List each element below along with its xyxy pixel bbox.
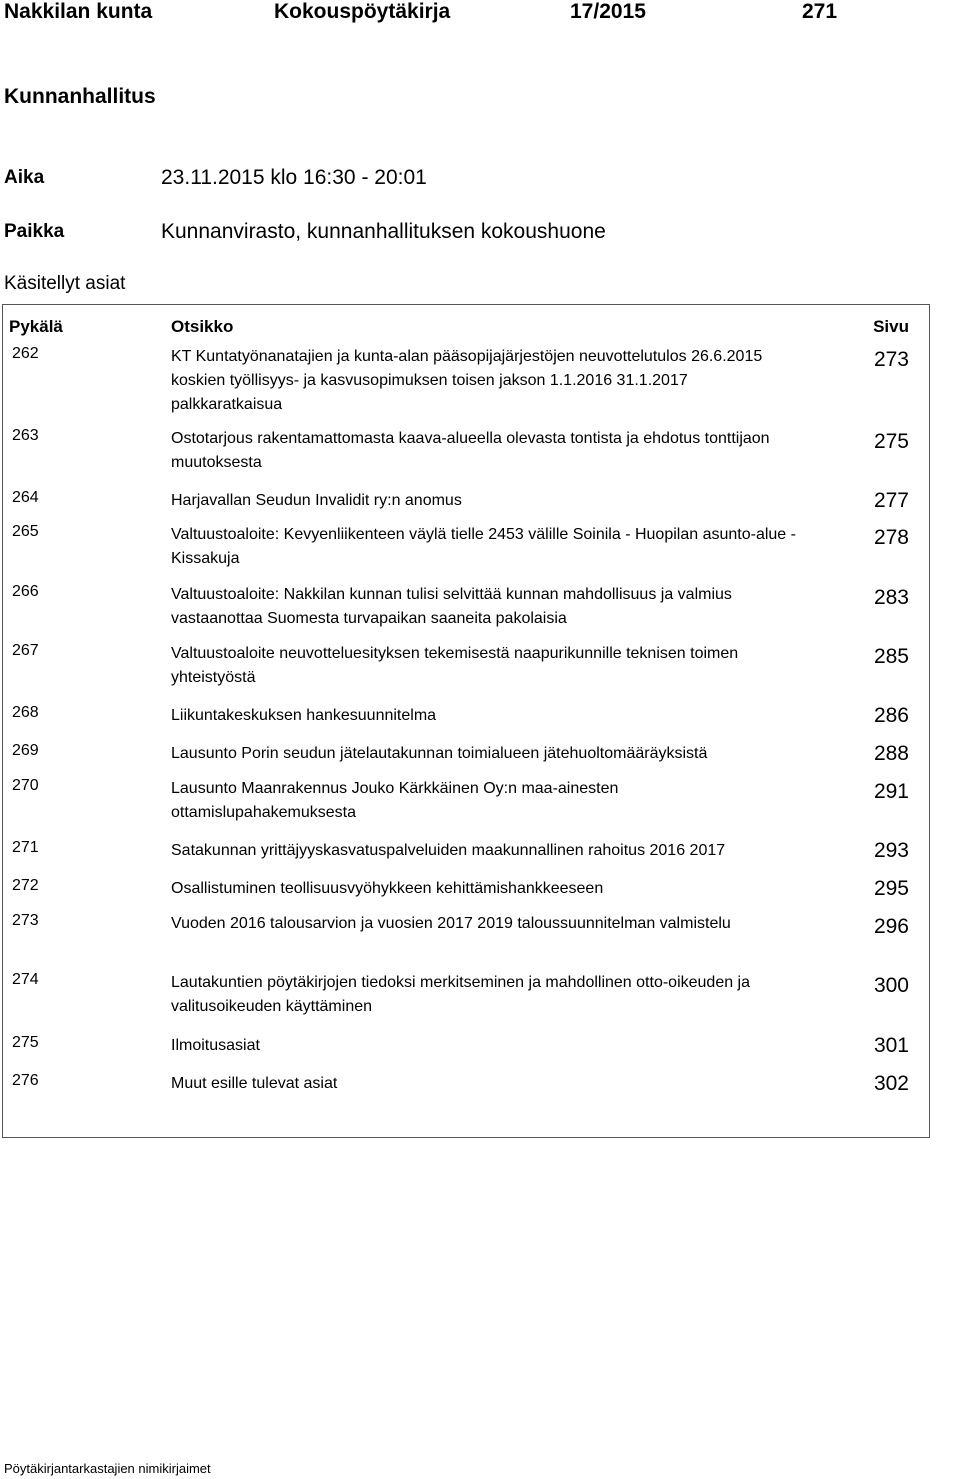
item-title: Ostotarjous rakentamattomasta kaava-alueella olevasta tontista ja ehdotus tonttijaon muutoksesta	[171, 430, 770, 471]
item-title: Valtuustoaloite: Kevyenliikenteen väylä tielle 2453 välille Soinila - Huopilan asunto-alue - Kissakuja	[171, 526, 796, 567]
page-number: 271	[802, 0, 838, 23]
section-number: 264	[12, 489, 39, 506]
item-page: 295	[873, 877, 909, 900]
column-header-title: Otsikko	[171, 317, 234, 336]
column-header-page: Sivu	[873, 317, 909, 336]
section-number: 276	[12, 1072, 39, 1089]
item-page: 301	[873, 1034, 909, 1057]
section-number: 269	[12, 742, 39, 759]
item-title: Muut esille tulevat asiat	[171, 1075, 338, 1092]
item-page: 286	[873, 704, 909, 727]
item-page: 275	[873, 430, 909, 453]
item-page: 291	[873, 780, 909, 803]
section-title: Käsitellyt asiat	[4, 273, 126, 294]
time-value: 23.11.2015 klo 16:30 - 20:01	[161, 166, 427, 189]
section-number: 270	[12, 777, 39, 794]
item-page: 278	[873, 526, 909, 549]
section-number: 273	[12, 912, 39, 929]
item-page: 277	[873, 489, 909, 512]
section-number: 271	[12, 839, 39, 856]
item-page: 288	[873, 742, 909, 765]
item-page: 273	[873, 348, 909, 371]
item-page: 296	[873, 915, 909, 938]
section-number: 267	[12, 642, 39, 659]
agenda-table	[2, 304, 930, 1138]
place-value: Kunnanvirasto, kunnanhallituksen kokoushuone	[161, 220, 606, 243]
item-title: Ilmoitusasiat	[171, 1037, 260, 1054]
organ-name: Kunnanhallitus	[4, 85, 156, 108]
item-page: 302	[873, 1072, 909, 1095]
item-title: KT Kuntatyönanatajien ja kunta-alan pääsopijajärjestöjen neuvottelutulos 26.6.2015 koskien työllisyys- ja kasvusopimuksen toisen jakson 1.1.2016 31.1.2017 palkkaratkaisua	[171, 348, 763, 413]
section-number: 262	[12, 345, 39, 362]
item-title: Osallistuminen teollisuusvyöhykkeen kehittämishankkeeseen	[171, 880, 604, 897]
section-number: 268	[12, 704, 39, 721]
item-title: Valtuustoaloite neuvotteluesityksen tekemisestä naapurikunnille teknisen toimen yhteistyöstä	[171, 645, 739, 686]
section-number: 266	[12, 583, 39, 600]
section-number: 275	[12, 1034, 39, 1051]
item-title: Lautakuntien pöytäkirjojen tiedoksi merkitseminen ja mahdollinen otto-oikeuden ja valitusoikeuden käyttäminen	[171, 974, 751, 1015]
item-page: 300	[873, 974, 909, 997]
section-number: 265	[12, 523, 39, 540]
section-number: 263	[12, 427, 39, 444]
meeting-number: 17/2015	[570, 0, 646, 23]
item-page: 283	[873, 586, 909, 609]
item-title: Vuoden 2016 talousarvion ja vuosien 2017 2019 taloussuunnitelman valmistelu	[171, 915, 731, 932]
time-label: Aika	[4, 167, 45, 188]
item-page: 285	[873, 645, 909, 668]
item-page: 293	[873, 839, 909, 862]
item-title: Harjavallan Seudun Invalidit ry:n anomus	[171, 492, 462, 509]
section-number: 272	[12, 877, 39, 894]
place-label: Paikka	[4, 221, 65, 242]
municipality-name: Nakkilan kunta	[4, 0, 153, 23]
section-number: 274	[12, 971, 39, 988]
item-title: Lausunto Porin seudun jätelautakunnan toimialueen jätehuoltomääräyksistä	[171, 745, 708, 762]
item-title: Satakunnan yrittäjyyskasvatuspalveluiden maakunnallinen rahoitus 2016 2017	[171, 842, 726, 859]
column-header-section: Pykälä	[9, 317, 63, 336]
item-title: Valtuustoaloite: Nakkilan kunnan tulisi selvittää kunnan mahdollisuus ja valmius vastaanottaa Suomesta turvapaikan saaneita pakolaisia	[171, 586, 732, 627]
footer-initials-label: Pöytäkirjantarkastajien nimikirjaimet	[4, 1461, 211, 1476]
item-title: Liikuntakeskuksen hankesuunnitelma	[171, 707, 437, 724]
item-title: Lausunto Maanrakennus Jouko Kärkkäinen Oy:n maa-ainesten ottamislupahakemuksesta	[171, 780, 619, 821]
document-type: Kokouspöytäkirja	[274, 0, 451, 23]
